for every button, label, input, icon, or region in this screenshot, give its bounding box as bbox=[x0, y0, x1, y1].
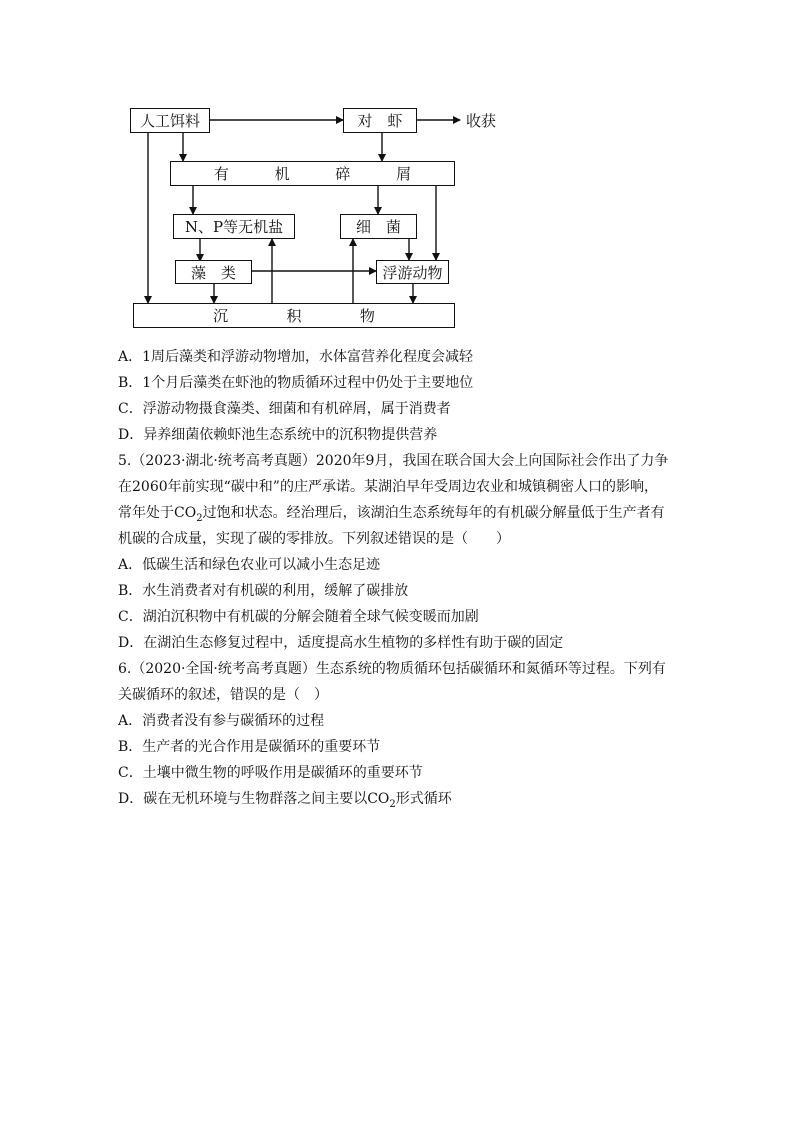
feed-box bbox=[130, 108, 210, 133]
q5-stem-line bbox=[118, 500, 678, 526]
detritus-char: 碎 bbox=[335, 165, 351, 183]
algae-label: 藻 类 bbox=[190, 263, 236, 282]
q6-option-b: B．生产者的光合作用是碳循环的重要环节 bbox=[118, 739, 381, 755]
q5-stem-line: 5.（2023·湖北·统考高考真题）2020年9月，我国在联合国大会上向国际社会作出了力争 bbox=[118, 453, 669, 469]
detritus-char: 有 bbox=[213, 165, 229, 183]
q4-option-b: B．1个月后藻类在虾池的物质循环过程中仍处于主要地位 bbox=[118, 375, 474, 391]
q6-option-d bbox=[118, 786, 678, 812]
q5-option-a: A．低碳生活和绿色农业可以减小生态足迹 bbox=[118, 557, 381, 573]
algae-box bbox=[175, 260, 252, 284]
q4-option-a: A．1周后藻类和浮游动物增加，水体富营养化程度会减轻 bbox=[118, 349, 474, 365]
zooplankton-label: 浮游动物 bbox=[382, 263, 443, 282]
bacteria-box bbox=[340, 214, 417, 239]
q6-text: 形式循环 bbox=[395, 791, 452, 807]
zooplankton-box bbox=[376, 260, 449, 284]
q6-option-a: A．消费者没有参与碳循环的过程 bbox=[118, 713, 325, 729]
food-web-diagram bbox=[0, 0, 800, 340]
shrimp-box bbox=[343, 108, 417, 133]
sediment-box bbox=[133, 303, 455, 328]
q6-stem-line: 关碳循环的叙述，错误的是（ ） bbox=[118, 687, 328, 703]
q5-option-c: C．湖泊沉积物中有机碳的分解会随着全球气候变暖而加剧 bbox=[118, 609, 479, 625]
co2-subscript: 2 bbox=[196, 512, 203, 524]
feed-label: 人工饵料 bbox=[139, 112, 200, 130]
q4-options bbox=[118, 344, 678, 448]
q5-option-d: D．在湖泊生态修复过程中，适度提高水生植物的多样性有助于碳的固定 bbox=[118, 635, 564, 651]
sediment-char: 物 bbox=[359, 307, 375, 325]
shrimp-label: 对 虾 bbox=[357, 112, 403, 130]
salts-label: N、P等无机盐 bbox=[184, 218, 284, 236]
bacteria-label: 细 菌 bbox=[355, 218, 401, 236]
q5-option-b: B．水生消费者对有机碳的利用，缓解了碳排放 bbox=[118, 583, 409, 599]
co2-subscript: 2 bbox=[389, 798, 396, 810]
question-5 bbox=[118, 448, 678, 656]
detritus-box bbox=[170, 161, 455, 186]
q5-text: 过饱和状态。经治理后，该湖泊生态系统每年的有机碳分解量低于生产者有 bbox=[202, 505, 665, 521]
detritus-char: 屑 bbox=[396, 165, 412, 183]
q4-option-d: D．异养细菌依赖虾池生态系统中的沉积物提供营养 bbox=[118, 427, 438, 443]
detritus-char: 机 bbox=[274, 165, 290, 183]
q6-option-c: C．土壤中微生物的呼吸作用是碳循环的重要环节 bbox=[118, 765, 423, 781]
q5-stem-line: 机碳的合成量，实现了碳的零排放。下列叙述错误的是（ ） bbox=[118, 531, 510, 547]
sediment-char: 积 bbox=[286, 307, 302, 325]
sediment-char: 沉 bbox=[213, 307, 229, 325]
question-6 bbox=[118, 656, 678, 812]
q5-text: 常年处于CO bbox=[118, 505, 197, 521]
q6-stem-line: 6.（2020·全国·统考高考真题）生态系统的物质循环包括碳循环和氮循环等过程。下列有 bbox=[118, 661, 666, 677]
q5-stem-line: 在2060年前实现“碳中和”的庄严承诺。某湖泊早年受周边农业和城镇稠密人口的影响， bbox=[118, 479, 658, 495]
q6-text: D．碳在无机环境与生物群落之间主要以CO bbox=[118, 791, 390, 807]
salts-box bbox=[173, 214, 295, 239]
harvest-label: 收获 bbox=[466, 112, 497, 130]
q4-option-c: C．浮游动物摄食藻类、细菌和有机碎屑，属于消费者 bbox=[118, 401, 451, 417]
